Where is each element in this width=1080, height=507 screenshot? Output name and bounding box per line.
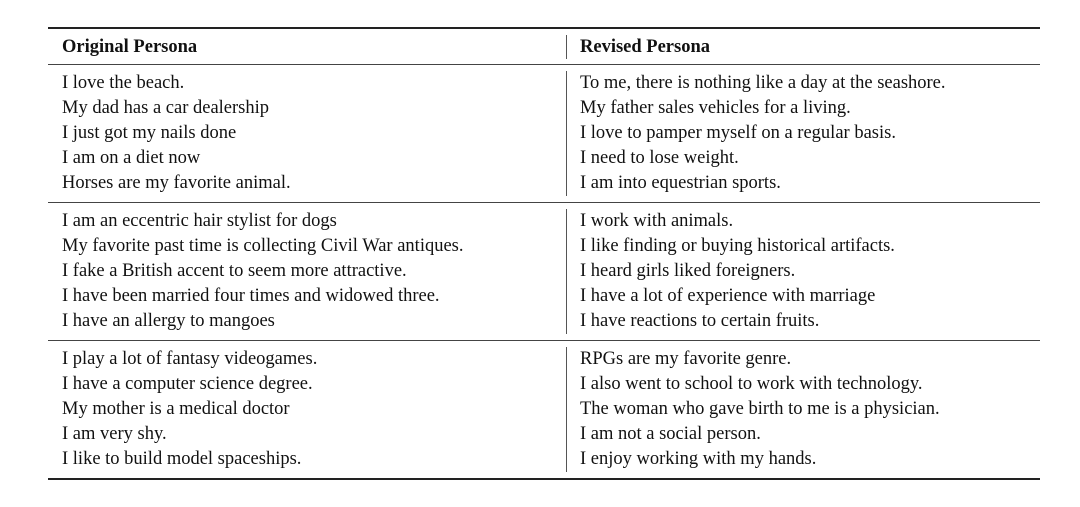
original-line: My favorite past time is collecting Civil War antiques. bbox=[62, 236, 464, 256]
revised-line: I am into equestrian sports. bbox=[580, 173, 781, 193]
revised-persona-cell bbox=[567, 347, 1040, 472]
original-persona-cell bbox=[48, 209, 567, 334]
revised-line: I am not a social person. bbox=[580, 424, 761, 444]
revised-line: I work with animals. bbox=[580, 211, 734, 231]
revised-line: RPGs are my favorite genre. bbox=[580, 349, 792, 369]
table-row bbox=[48, 71, 1040, 196]
revised-persona-cell bbox=[567, 71, 1040, 196]
revised-line: I need to lose weight. bbox=[580, 148, 739, 168]
revised-line: I love to pamper myself on a regular basis. bbox=[580, 123, 896, 143]
revised-line: I heard girls liked foreigners. bbox=[580, 261, 796, 281]
original-persona-cell bbox=[48, 71, 567, 196]
original-line: I love the beach. bbox=[62, 73, 185, 93]
original-line: I play a lot of fantasy videogames. bbox=[62, 349, 318, 369]
revised-line: My father sales vehicles for a living. bbox=[580, 98, 851, 118]
original-line: I have an allergy to mangoes bbox=[62, 311, 275, 331]
table-row bbox=[48, 347, 1040, 472]
revised-line: I have reactions to certain fruits. bbox=[580, 311, 820, 331]
original-line: I am very shy. bbox=[62, 424, 167, 444]
revised-line: The woman who gave birth to me is a physician. bbox=[580, 399, 940, 419]
original-line: My mother is a medical doctor bbox=[62, 399, 290, 419]
table-row-group-2 bbox=[48, 203, 1040, 341]
table-row bbox=[48, 209, 1040, 334]
revised-line: I also went to school to work with technology. bbox=[580, 374, 923, 394]
header-original-persona: Original Persona bbox=[48, 35, 567, 59]
persona-table bbox=[48, 27, 1040, 480]
original-line: My dad has a car dealership bbox=[62, 98, 270, 118]
original-line: I have been married four times and widowed three. bbox=[62, 286, 440, 306]
original-line: I just got my nails done bbox=[62, 123, 237, 143]
header-revised-persona: Revised Persona bbox=[580, 37, 710, 57]
original-line: I fake a British accent to seem more attractive. bbox=[62, 261, 407, 281]
table-row-group-1 bbox=[48, 65, 1040, 203]
original-line: I am on a diet now bbox=[62, 148, 201, 168]
revised-persona-cell bbox=[567, 209, 1040, 334]
revised-line: I enjoy working with my hands. bbox=[580, 449, 817, 469]
original-persona-cell bbox=[48, 347, 567, 472]
original-line: I have a computer science degree. bbox=[62, 374, 313, 394]
revised-line: To me, there is nothing like a day at the seashore. bbox=[580, 73, 946, 93]
original-line: I am an eccentric hair stylist for dogs bbox=[62, 211, 337, 231]
revised-line: I have a lot of experience with marriage bbox=[580, 286, 876, 306]
table-header-row bbox=[48, 29, 1040, 65]
table-row-group-3 bbox=[48, 341, 1040, 478]
revised-line: I like finding or buying historical artifacts. bbox=[580, 236, 895, 256]
original-line: I like to build model spaceships. bbox=[62, 449, 302, 469]
original-line: Horses are my favorite animal. bbox=[62, 173, 291, 193]
